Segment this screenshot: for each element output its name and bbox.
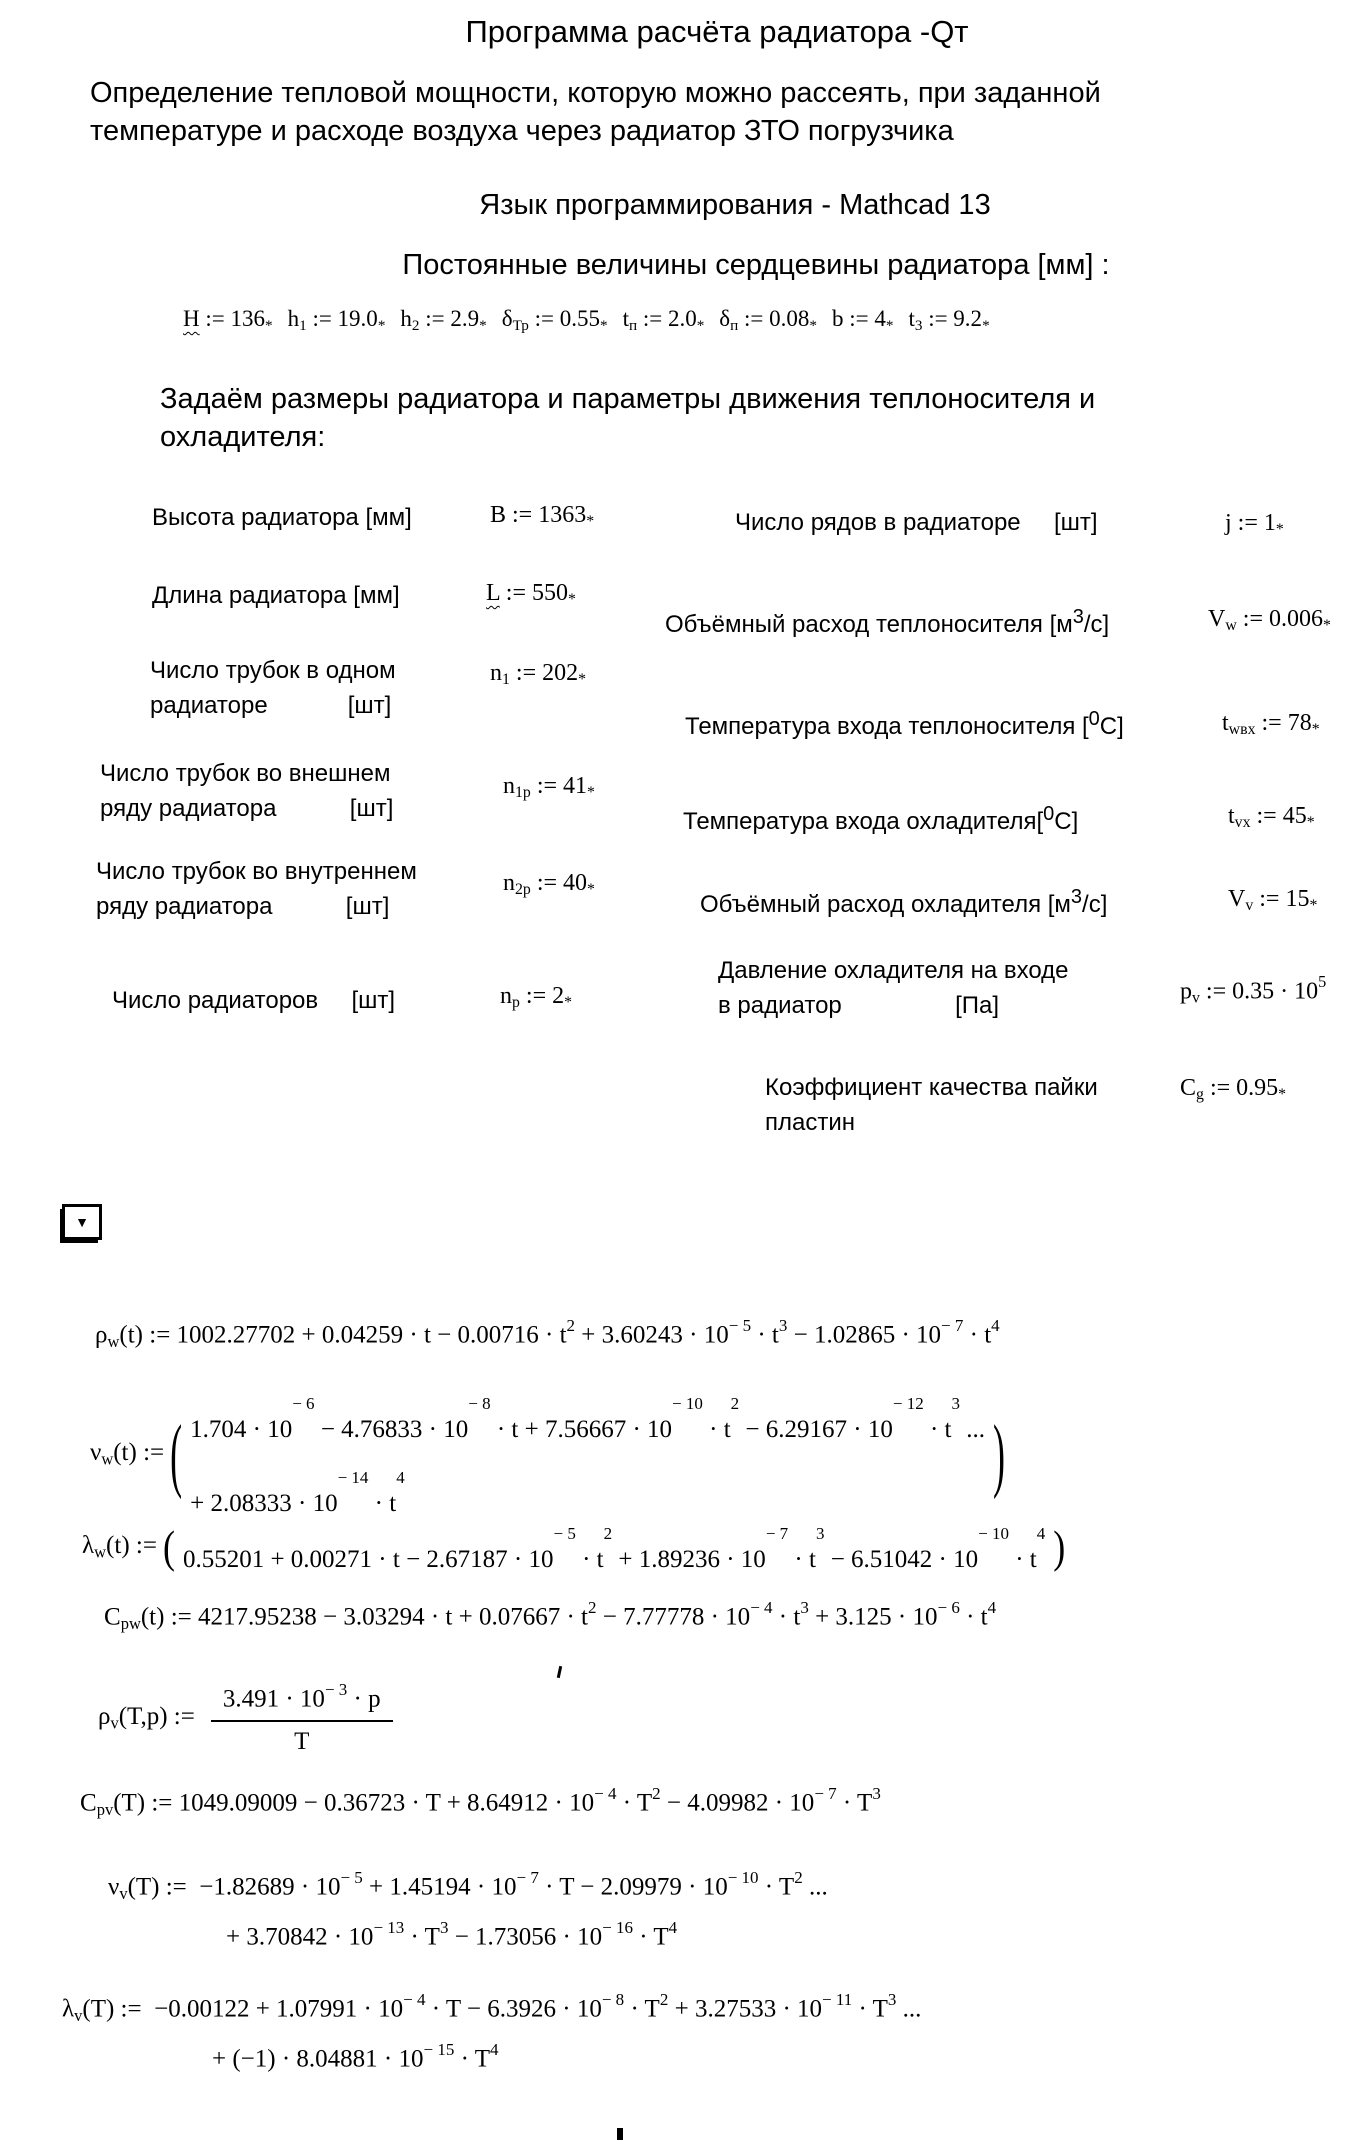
constant-definition[interactable]: b := $4_*$ <box>831 306 894 334</box>
constant-definition[interactable]: $t_п$ := $2.0_*$ <box>622 306 705 334</box>
param-definition[interactable]: j := $1_*$ <box>1225 510 1284 538</box>
constant-definition[interactable]: $h_2$ := $2.9_*$ <box>400 306 487 334</box>
param-label: Объёмный расход теплоносителя $[м^3/с]$ <box>665 606 1110 638</box>
param-definition[interactable]: B := $1363_*$ <box>490 502 595 530</box>
param-definition[interactable]: $t_{wвх}$ := $78_*$ <box>1222 710 1320 738</box>
param-definition[interactable]: $n_1$ := $202_*$ <box>490 660 587 688</box>
formula-head: $\lambda_w(t)$ := <box>82 1531 157 1562</box>
param-label: Температура входа охладителя[$^0$С] <box>683 803 1079 835</box>
page-title: Программа расчёта радиатора -Qт <box>465 14 969 49</box>
param-label: Длина радиатора [мм] <box>152 582 400 609</box>
right-paren: ) <box>1053 1521 1066 1572</box>
param-label: Температура входа теплоносителя [$^0$С] <box>685 708 1124 740</box>
formula-definition[interactable]: $C_{pw}(t)$ := $4217.95238 - 3.03294 \cdot t + 0.07667 \cdot t^2 - 7.77778 \cdot 10^{- 4} \cdot t^3 + 3.125 \cdot 10^{- 6} \cdot t^4$ <box>104 1598 997 1633</box>
collapse-area-toggle[interactable] <box>62 1204 102 1240</box>
param-label: Объёмный расход охладителя $[м^3/с]$ <box>700 886 1108 918</box>
param-label: Число рядов в радиаторе [шт] <box>735 509 1098 536</box>
formula-definition[interactable]: $\rho_w(t)$ := $1002.27702 + 0.04259 \cdot t - 0.00716 \cdot t^2 + 3.60243 \cdot 10^{- 5} \cdot t^3 - 1.02865 \cdot 10^{- 7} \cdot t^4$ <box>95 1316 1000 1351</box>
right-paren: ) <box>992 1407 1005 1500</box>
param-label: Коэффициент качества пайки пластин <box>765 1074 1098 1136</box>
param-label: Число трубок в одном радиаторе [шт] <box>150 657 396 719</box>
formula-definition[interactable]: $\lambda_v(T)$ := $-0.00122 + 1.07991 \cdot 10^{- 4} \cdot T - 6.3926 \cdot 10^{- 8} \cdot T^2 + 3.27533 \cdot 10^{- 11} \cdot T^3$ ... + $(-1) \cdot 8.04881 \cdot 10^{- 15} \cdot T^4$ <box>62 1990 922 2073</box>
formula-head: $\nu_w(t)$ := <box>90 1438 165 1469</box>
constant-definition[interactable]: $h_1$ := $19.0_*$ <box>287 306 386 334</box>
constant-definition[interactable]: H := $136_*$ <box>183 306 273 334</box>
formula-head: $\rho_v(T,p)$ := <box>98 1702 195 1732</box>
param-definition[interactable]: $V_w$ := $0.006_*$ <box>1208 606 1331 634</box>
formula-definition[interactable]: $\nu_w(t)$ := ( $1.704 \cdot 10^{- 6} - 4.76833 \cdot 10^{- 8} \cdot t + 7.56667 \cdot 10^{- 10} \cdot t^2 - 6.29167 \cdot 10^{- 12} \cdot t^3$ ... + $2.08333 \cdot 10^{- 14} \cdot t^4$ ) <box>90 1394 1005 1517</box>
formula-definition[interactable] <box>98 1680 393 1756</box>
triangle-down-icon: ▼ <box>75 1214 89 1230</box>
description-text: Определение тепловой мощности, которую можно рассеять, при заданной температуре и расходе воздуха через радиатор ЗТО погрузчика <box>90 77 1101 147</box>
section-heading: Задаём размеры радиатора и параметры движения теплоносителя и охладителя: <box>160 383 1096 453</box>
param-definition[interactable]: $C_g$ := $0.95_*$ <box>1180 1075 1287 1103</box>
param-definition[interactable]: $V_v$ := $15_*$ <box>1228 886 1318 914</box>
left-paren: ( <box>162 1521 175 1572</box>
scan-artifact <box>557 1666 562 1678</box>
left-paren: ( <box>170 1407 183 1500</box>
formula-definition[interactable]: $C_{pv}(T)$ := $1049.09009 - 0.36723 \cdot T + 8.64912 \cdot 10^{- 4} \cdot T^2 - 4.09982 \cdot 10^{- 7} \cdot T^3$ <box>80 1784 881 1819</box>
constant-definition[interactable]: $t_3$ := $9.2_*$ <box>908 306 990 334</box>
param-definition[interactable]: $n_{2p}$ := $40_*$ <box>503 870 595 898</box>
constant-definition[interactable]: $\delta_{Тр}$ := $0.55_*$ <box>501 306 608 334</box>
param-label: Высота радиатора [мм] <box>152 504 412 531</box>
param-definition[interactable]: $n_p$ := $2_*$ <box>500 983 573 1011</box>
param-label: Число радиаторов [шт] <box>112 987 396 1014</box>
param-definition[interactable]: L := $550_*$ <box>486 580 576 608</box>
param-label: Давление охладителя на входе в радиатор [Па] <box>718 957 1069 1019</box>
scan-artifact <box>617 2128 623 2140</box>
constant-definition[interactable]: $\delta_п$ := $0.08_*$ <box>719 306 817 334</box>
param-definition[interactable]: $t_{vx}$ := $45_*$ <box>1228 803 1315 831</box>
param-definition[interactable]: $n_{1p}$ := $41_*$ <box>503 773 595 801</box>
param-label: Число трубок во внешнем ряду радиатора [шт] <box>100 760 394 822</box>
constants-line <box>183 306 990 335</box>
param-label: Число трубок во внутреннем ряду радиатора [шт] <box>96 858 417 920</box>
param-definition[interactable]: $p_v$ := $0.35 \cdot 10^5$ <box>1180 972 1327 1007</box>
formula-definition[interactable]: $\nu_v(T)$ := $-1.82689 \cdot 10^{- 5} + 1.45194 \cdot 10^{- 7} \cdot T - 2.09979 \cdot 10^{- 10} \cdot T^2$ ... + $3.70842 \cdot 10^{- 13} \cdot T^3 - 1.73056 \cdot 10^{- 16} \cdot T^4$ <box>108 1868 828 1951</box>
formula-definition[interactable]: $\lambda_w(t)$ := ( $0.55201 + 0.00271 \cdot t - 2.67187 \cdot 10^{- 5} \cdot t^2 + 1.89236 \cdot 10^{- 7} \cdot t^3 - 6.51042 \cdot 10^{- 10} \cdot t^4$ ) <box>82 1521 1066 1573</box>
fraction: $\frac{3.491 \cdot 10^{- 3} \cdot p}{T}$ <box>211 1680 393 1756</box>
constants-heading: Постоянные величины сердцевины радиатора [мм] : <box>402 249 1110 281</box>
language-line: Язык программирования - Mathcad 13 <box>479 189 991 221</box>
